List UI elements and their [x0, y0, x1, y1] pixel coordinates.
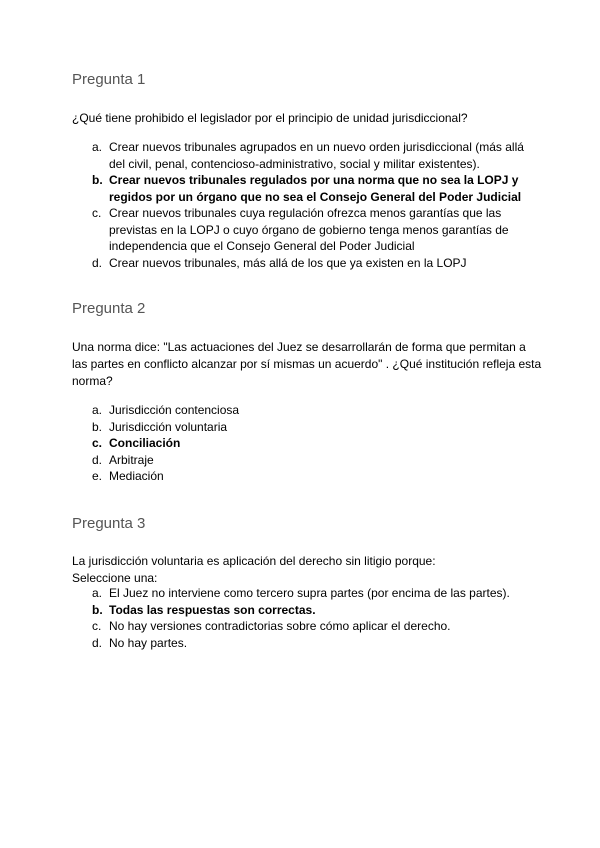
question-3-prompt-block	[72, 553, 542, 587]
question-1-heading: Pregunta 1	[72, 71, 146, 88]
option-text: Todas las respuestas son correctas.	[109, 602, 316, 617]
question-3-heading: Pregunta 3	[72, 515, 146, 532]
option-letter: a.	[92, 403, 103, 417]
question-2-heading: Pregunta 2	[72, 300, 146, 317]
option-letter: b.	[92, 602, 103, 617]
option-text: Crear nuevos tribunales regulados por una norma que no sea la LOPJ y regidos por un órgano que no sea el Consejo General del Poder Judicial	[109, 173, 522, 204]
option-text: Jurisdicción voluntaria	[109, 419, 228, 434]
option-letter: b.	[92, 173, 103, 187]
option-text: Crear nuevos tribunales, más allá de los que ya existen en la LOPJ	[109, 255, 467, 270]
question-2-prompt: Una norma dice: "Las actuaciones del Juez se desarrollarán de forma que permitan a las partes en conflicto alcanzar por sí mismas un acuerdo" . ¿Qué institución refleja esta norma?	[72, 340, 542, 388]
question-3-options	[72, 585, 542, 651]
option-letter: a.	[92, 140, 103, 154]
option-text: No hay partes.	[109, 635, 188, 650]
option-text: Jurisdicción contenciosa	[109, 403, 240, 417]
question-2-options	[72, 402, 542, 485]
question-1-option-b-correct	[72, 172, 542, 205]
option-text: Conciliación	[109, 436, 181, 450]
option-letter: b.	[92, 419, 103, 434]
option-letter: e.	[92, 469, 103, 483]
question-1-options	[72, 139, 542, 271]
option-text: No hay versiones contradictorias sobre cómo aplicar el derecho.	[109, 619, 451, 633]
question-1-option-a	[72, 139, 542, 172]
option-letter: d.	[92, 255, 103, 270]
question-2-option-d	[72, 452, 542, 469]
question-3-option-b-correct	[72, 602, 542, 619]
question-2-option-c-correct	[72, 435, 542, 452]
option-letter: d.	[92, 452, 103, 467]
option-letter: d.	[92, 635, 103, 650]
option-text: El Juez no interviene como tercero supra partes (por encima de las partes).	[109, 586, 510, 600]
question-2-option-b	[72, 419, 542, 436]
question-3-option-a	[72, 585, 542, 602]
question-1-option-d	[72, 255, 542, 272]
question-2-option-a	[72, 402, 542, 419]
option-text: Crear nuevos tribunales agrupados en un nuevo orden jurisdiccional (más allá del civil, penal, contencioso-administrativo, social y militar existentes).	[109, 140, 524, 171]
question-1-prompt: ¿Qué tiene prohibido el legislador por el principio de unidad jurisdiccional?	[72, 111, 468, 125]
question-3-prompt: La jurisdicción voluntaria es aplicación del derecho sin litigio porque:	[72, 554, 436, 568]
question-3-instruction: Seleccione una:	[72, 571, 158, 585]
option-letter: c.	[92, 206, 102, 220]
option-text: Arbitraje	[109, 452, 154, 467]
option-letter: a.	[92, 586, 103, 600]
option-text: Crear nuevos tribunales cuya regulación ofrezca menos garantías que las previstas en la LOPJ o cuyo órgano de gobierno tenga menos garantías de independencia que el Consejo General del Poder Judicial	[109, 206, 509, 253]
question-2-option-e	[72, 468, 542, 485]
option-text: Mediación	[109, 469, 164, 483]
question-3-option-c	[72, 618, 542, 635]
option-letter: c.	[92, 619, 102, 633]
question-1-option-c	[72, 205, 542, 255]
question-3-option-d	[72, 635, 542, 652]
option-letter: c.	[92, 436, 103, 450]
